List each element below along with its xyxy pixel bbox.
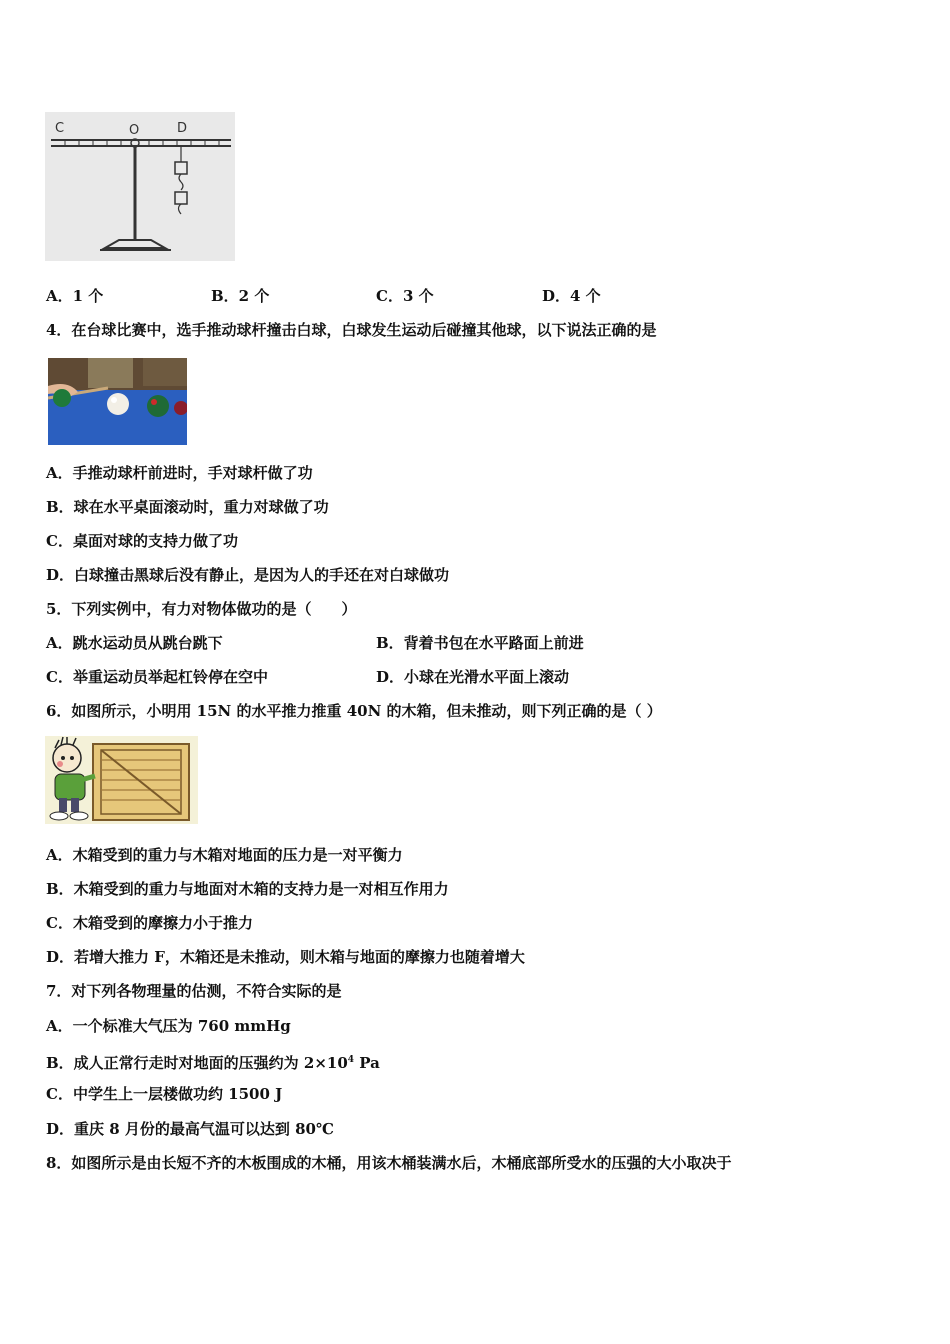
q4-stem: 4．在台球比赛中，选手推动球杆撞击白球，白球发生运动后碰撞其他球，以下说法正确的是 [46,321,657,339]
q3-option-c: C．3 个 [376,287,434,305]
q4-option-c: C．桌面对球的支持力做了功 [46,532,238,550]
q4-option-a: A．手推动球杆前进时，手对球杆做了功 [46,464,313,482]
q7-option-a: A．一个标准大气压为 760 mmHg [46,1017,291,1035]
q5-stem: 5．下列实例中，有力对物体做功的是（ ） [46,600,357,618]
q5-option-d: D．小球在光滑水平面上滚动 [376,668,570,686]
q5-option-a: A．跳水运动员从跳台跳下 [46,634,223,652]
wooden-crate-icon [93,744,189,820]
q8-stem: 8．如图所示是由长短不齐的木板围成的木桶，用该木桶装满水后，木桶底部所受水的压强的大小取决于 [46,1154,732,1172]
q7-stem: 7．对下列各物理量的估测，不符合实际的是 [46,982,342,1000]
q6-option-a: A．木箱受到的重力与木箱对地面的压力是一对平衡力 [46,846,403,864]
q5-option-c: C．举重运动员举起杠铃停在空中 [46,668,268,686]
q6-option-c: C．木箱受到的摩擦力小于推力 [46,914,253,932]
q3-option-d: D．4 个 [542,287,601,305]
billiards-photo [48,358,187,445]
label-o: O [129,123,140,138]
lever-balance-drawing [45,112,235,261]
q4-option-b: B．球在水平桌面滚动时，重力对球做了功 [46,498,329,516]
lever-balance-figure [45,112,235,261]
q7-option-b-exponent: 4 [347,1055,355,1065]
q6-option-b: B．木箱受到的重力与地面对木箱的支持力是一对相互作用力 [46,880,449,898]
q7-option-b-suffix: Pa [354,1054,380,1072]
label-c: C [55,121,65,136]
q6-option-d: D．若增大推力 F，木箱还是未推动，则木箱与地面的摩擦力也随着增大 [46,948,525,966]
q3-option-b: B．2 个 [211,287,270,305]
q7-option-c: C．中学生上一层楼做功约 1500 J [46,1085,283,1103]
q3-option-a: A．1 个 [46,287,104,305]
q7-option-b [46,1050,380,1073]
q7-option-b-prefix: B．成人正常行走时对地面的压强约为 2×10 [46,1054,348,1072]
q6-stem: 6．如图所示，小明用 15N 的水平推力推重 40N 的木箱，但未推动，则下列正确的是（ ） [46,702,662,720]
q7-option-d: D．重庆 8 月份的最高气温可以达到 80℃ [46,1120,334,1138]
q4-option-d: D．白球撞击黑球后没有静止，是因为人的手还在对白球做功 [46,566,450,584]
pushing-box-cartoon [45,736,198,824]
label-d: D [177,121,188,136]
q5-option-b: B．背着书包在水平路面上前进 [376,634,584,652]
